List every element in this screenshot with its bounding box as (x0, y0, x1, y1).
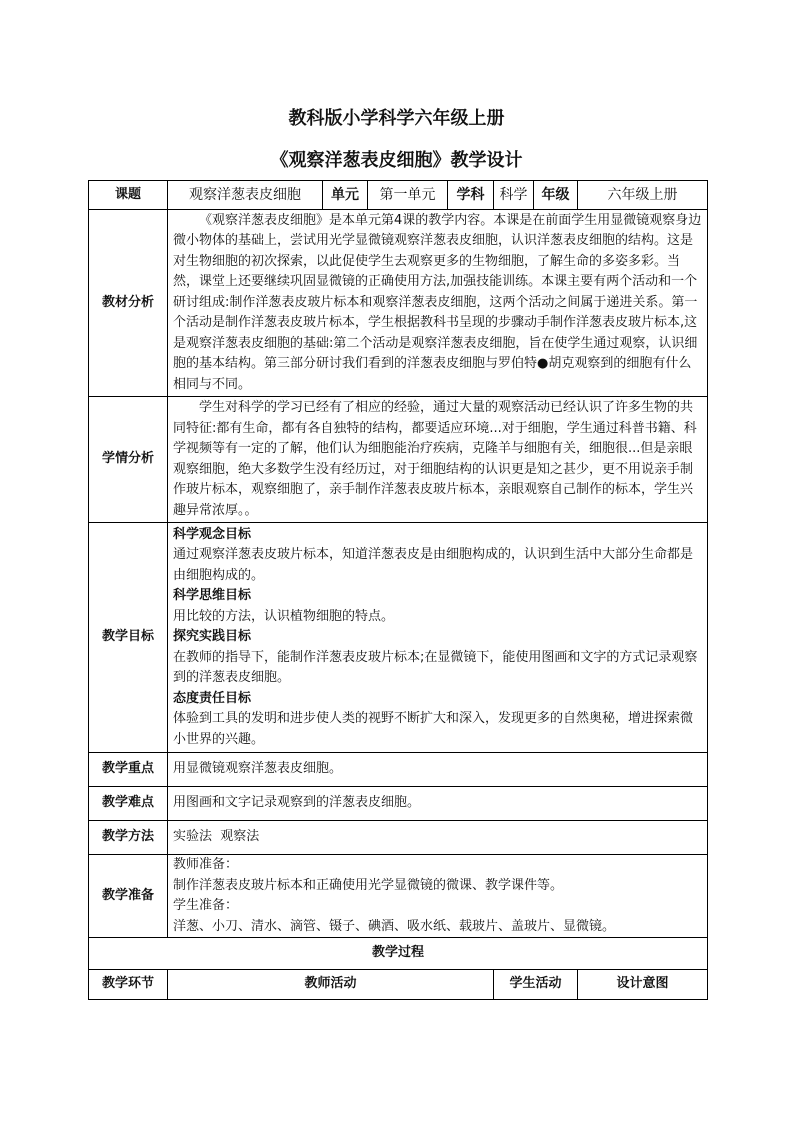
material-analysis-text: 《观察洋葱表皮细胞》是本单元第4课的教学内容。本课是在前面学生用显微镜观察身边微小物体的基础上，尝试用光学显微镜观察洋葱表皮细胞，认识洋葱表皮细胞的结构。这是对生物细胞的初次探索，以此促使学生去观察更多的生物细胞，了解生命的多姿多彩。当然，课堂上还要继续巩固显微镜的正确使用方法,加强技能训练。本课主要有两个活动和一个研讨组成:制作洋葱表皮玻片标本和观察洋葱表皮细胞，这两个活动之间属于递进关系。第一个活动是制作洋葱表皮玻片标本，学生根据教科书呈现的步骤动手制作洋葱表皮玻片标本,这是观察洋葱表皮细胞的基础:第二个活动是观察洋葱表皮细胞，旨在使学生通过观察，认识细胞的基本结构。第三部分研讨我们看到的洋葱表皮细胞与罗伯特●胡克观察到的细胞有什么相同与不同。 (168, 210, 708, 397)
lesson-plan-table (88, 180, 708, 1000)
process-col-teacher: 教师活动 (168, 970, 494, 1000)
difficulty-text: 用图画和文字记录观察到的洋葱表皮细胞。 (168, 787, 708, 821)
grade-label: 年级 (534, 181, 578, 210)
grade-value: 六年级上册 (578, 181, 708, 210)
process-header-row (89, 970, 708, 1000)
student-analysis-label: 学情分析 (89, 397, 168, 523)
subject-value: 科学 (494, 181, 534, 210)
header-row (89, 181, 708, 210)
objective-heading-concept: 科学观念目标 (173, 526, 252, 542)
prep-student-label: 学生准备： (173, 898, 239, 913)
prep-content (168, 855, 708, 938)
prep-label: 教学准备 (89, 855, 168, 938)
objective-text-attitude: 体验到工具的发明和进步使人类的视野不断扩大和深入，发现更多的自然奥秘，增进探索微小世界的兴趣。 (173, 711, 694, 747)
method-text: 实验法 观察法 (168, 821, 708, 855)
prep-student-text: 洋葱、小刀、清水、滴管、镊子、碘酒、吸水纸、载玻片、盖玻片、显微镜。 (173, 918, 616, 934)
objective-heading-thinking: 科学思维目标 (173, 588, 252, 604)
document-title: 教科版小学科学六年级上册 (288, 108, 505, 129)
method-label: 教学方法 (89, 821, 168, 855)
process-col-stage: 教学环节 (89, 970, 168, 1000)
subject-label: 学科 (448, 181, 494, 210)
objectives-label: 教学目标 (89, 523, 168, 753)
unit-value: 第一单元 (368, 181, 448, 210)
process-col-intent: 设计意图 (578, 970, 708, 1000)
objectives-row (89, 523, 708, 753)
student-analysis-text: 学生对科学的学习已经有了相应的经验，通过大量的观察活动已经认识了许多生物的共同特征:都有生命，都有各自独特的结构，都要适应环境...对于细胞，学生通过科普书籍、科学视频等有一定的了解，他们认为细胞能治疗疾病，克隆羊与细胞有关，细胞很...但是亲眼观察细胞，绝大多数学生没有经历过，对于细胞结构的认识更是知之甚少，更不用说亲手制作玻片标本，观察细胞了，亲手制作洋葱表皮玻片标本，亲眼观察自己制作的标本，学生兴趣异常浓厚。。 (168, 397, 708, 523)
key-point-row (89, 753, 708, 787)
process-title: 教学过程 (89, 938, 708, 970)
process-col-student: 学生活动 (494, 970, 578, 1000)
material-analysis-row (89, 210, 708, 397)
objective-text-practice: 在教师的指导下，能制作洋葱表皮玻片标本;在显微镜下，能使用图画和文字的方式记录观察到的洋葱表皮细胞。 (173, 649, 698, 686)
course-value: 观察洋葱表皮细胞 (168, 181, 323, 210)
process-title-row (89, 938, 708, 970)
method-row (89, 821, 708, 855)
material-analysis-label: 教材分析 (89, 210, 168, 397)
prep-teacher-label: 教师准备： (173, 857, 239, 872)
key-point-text: 用显微镜观察洋葱表皮细胞。 (168, 753, 708, 787)
objective-heading-practice: 探究实践目标 (173, 629, 252, 645)
student-analysis-row (89, 397, 708, 523)
objective-text-concept: 通过观察洋葱表皮玻片标本，知道洋葱表皮是由细胞构成的，认识到生活中大部分生命都是由细胞构成的。 (173, 547, 694, 583)
unit-label: 单元 (323, 181, 368, 210)
objective-heading-attitude: 态度责任目标 (173, 690, 252, 706)
prep-row (89, 855, 708, 938)
prep-teacher-text: 制作洋葱表皮玻片标本和正确使用光学显微镜的微课、教学课件等。 (173, 877, 564, 893)
course-label: 课题 (89, 181, 168, 210)
difficulty-label: 教学难点 (89, 787, 168, 821)
lesson-title: 《观察洋葱表皮细胞》教学设计 (270, 150, 523, 171)
key-point-label: 教学重点 (89, 753, 168, 787)
difficulty-row (89, 787, 708, 821)
objectives-content (168, 523, 708, 753)
objective-text-thinking: 用比较的方法，认识植物细胞的特点。 (173, 608, 395, 624)
